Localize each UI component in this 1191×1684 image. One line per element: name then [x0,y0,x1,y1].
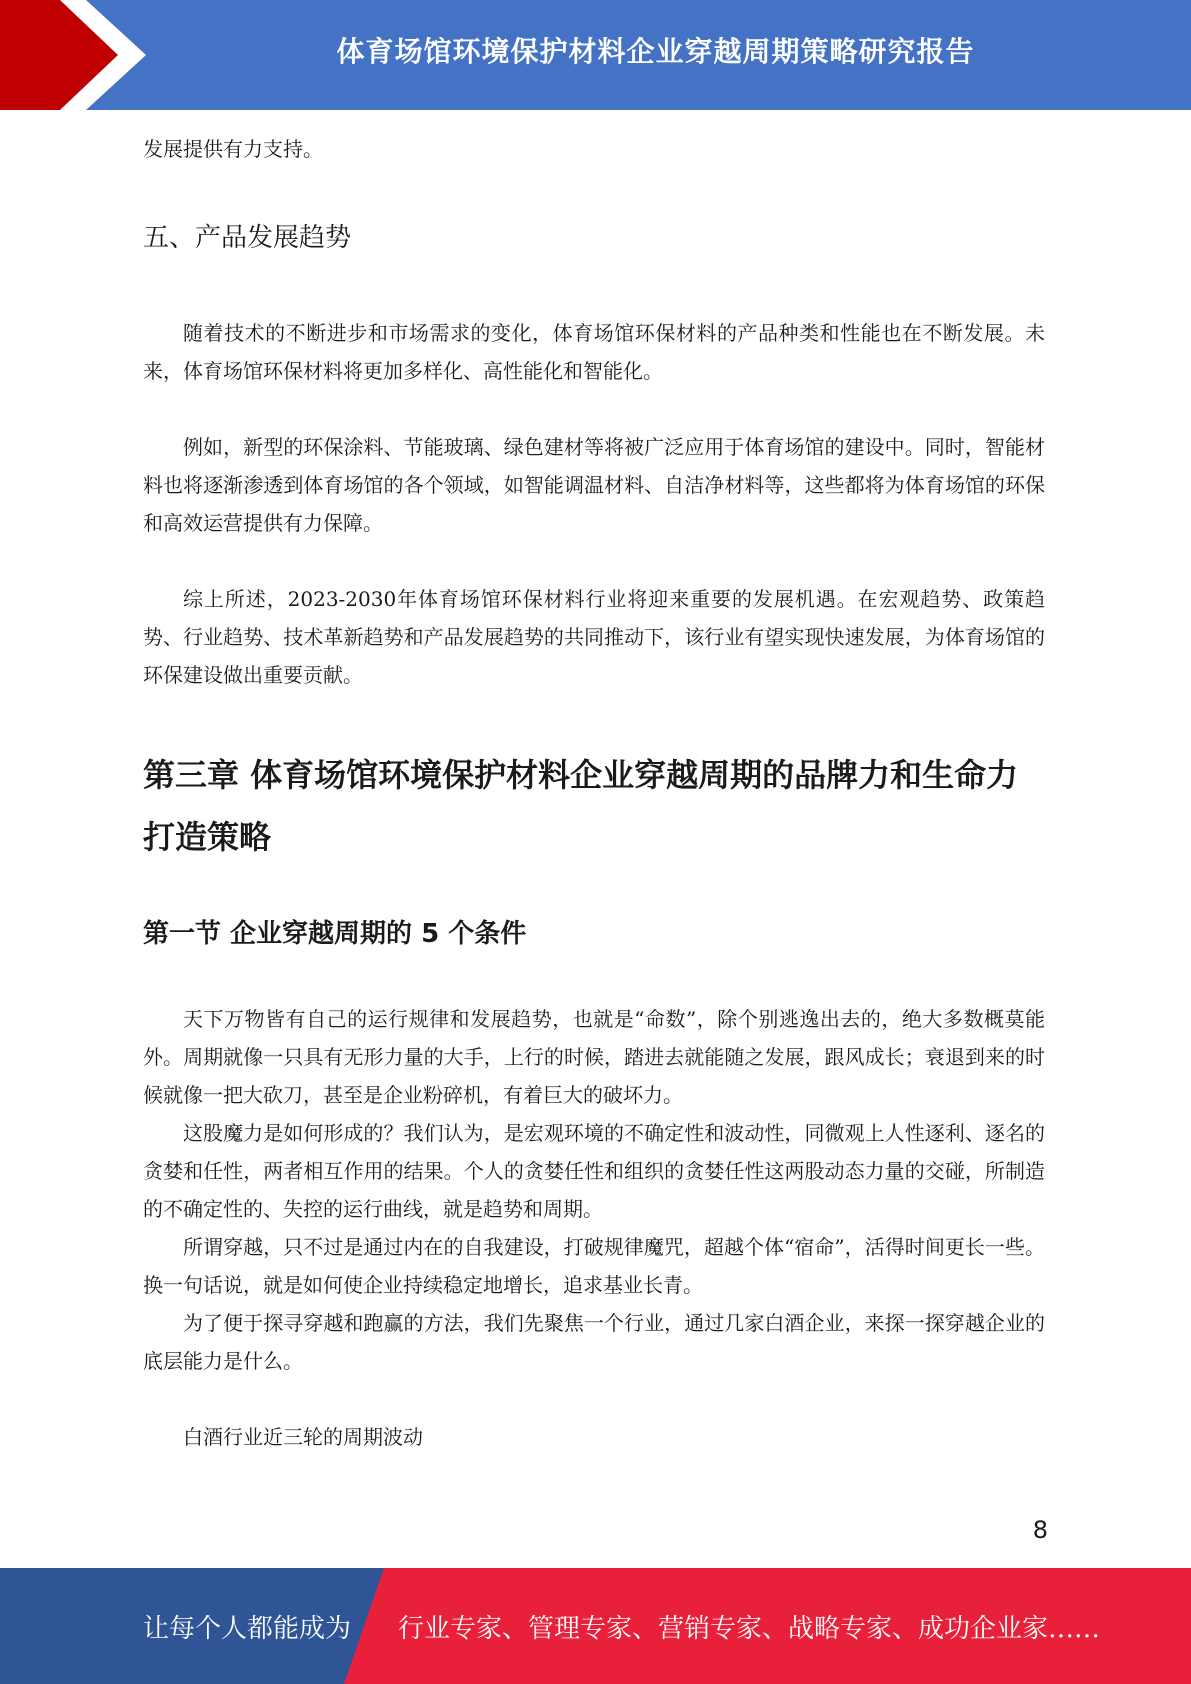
chapter-title: 第三章 体育场馆环境保护材料企业穿越周期的品牌力和生命力打造策略 [143,756,1019,856]
header-arrow-decoration [0,0,160,110]
paragraph-section-2: 这股魔力是如何形成的？我们认为，是宏观环境的不确定性和波动性，同微观上人性逐利、逐名的贪婪和任性，两者相互作用的结果。个人的贪婪任性和组织的贪婪任性这两股动态力量的交碰，所制造的不确定性的、失控的运行曲线，就是趋势和周期。 [143,1121,1045,1221]
figure-caption: 白酒行业近三轮的周期波动 [183,1425,423,1449]
page-content [143,130,1045,1456]
paragraph-summary: 综上所述，2023-2030年体育场馆环保材料行业将迎来重要的发展机遇。在宏观趋势、政策趋势、行业趋势、技术革新趋势和产品发展趋势的共同推动下，该行业有望实现快速发展，为体育场馆的环保建设做出重要贡献。 [143,587,1045,687]
report-title: 体育场馆环境保护材料企业穿越周期策略研究报告 [336,35,975,68]
paragraph-trend-1: 随着技术的不断进步和市场需求的变化，体育场馆环保材料的产品种类和性能也在不断发展。未来，体育场馆环保材料将更加多样化、高性能化和智能化。 [143,321,1045,383]
paragraph-trend-2: 例如，新型的环保涂料、节能玻璃、绿色建材等将被广泛应用于体育场馆的建设中。同时，智能材料也将逐渐渗透到体育场馆的各个领域，如智能调温材料、自洁净材料等，这些都将为体育场馆的环保和高效运营提供有力保障。 [143,435,1045,535]
heading-product-trend: 五、产品发展趋势 [143,223,352,253]
section-title: 第一节 企业穿越周期的 5 个条件 [143,919,527,949]
footer-slogan-right: 行业专家、管理专家、营销专家、战略专家、成功企业家…… [398,1613,1101,1644]
page-number: 8 [1032,1516,1048,1544]
page-header [0,0,1191,110]
footer-slogan-left: 让每个人都能成为 [143,1613,352,1644]
paragraph-section-4: 为了便于探寻穿越和跑赢的方法，我们先聚焦一个行业，通过几家白酒企业，来探一探穿越企业的底层能力是什么。 [143,1311,1045,1373]
paragraph-section-3: 所谓穿越，只不过是通过内在的自我建设，打破规律魔咒，超越个体“宿命”，活得时间更长一些。换一句话说，就是如何使企业持续稳定地增长，追求基业长青。 [143,1235,1045,1297]
paragraph-continuation: 发展提供有力支持。 [143,137,323,161]
paragraph-section-1: 天下万物皆有自己的运行规律和发展趋势，也就是“命数”，除个别逃逸出去的，绝大多数概莫能外。周期就像一只具有无形力量的大手，上行的时候，踏进去就能随之发展，跟风成长；衰退到来的时候就像一把大砍刀，甚至是企业粉碎机，有着巨大的破坏力。 [143,1007,1045,1107]
page-footer [0,1568,1191,1684]
